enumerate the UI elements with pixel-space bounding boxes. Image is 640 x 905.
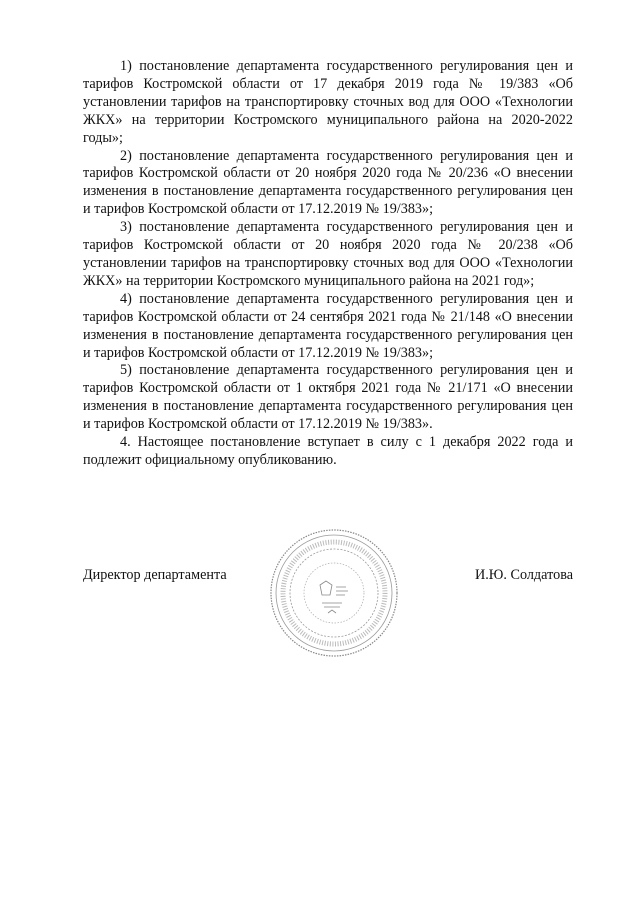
list-item: 3) постановление департамента государственного регулирования цен и тарифов Костромской области от 20 ноября 2020 года № 20/238 «Об установлении тарифов на транспортировку сточных вод для ООО «Технологии ЖКХ» на территории Костромского муниципального района на 2021 год»; — [83, 219, 573, 289]
closing-paragraph: 4. Настоящее постановление вступает в силу с 1 декабря 2022 года и подлежит официальному опубликованию. — [83, 434, 573, 468]
official-seal-icon — [268, 527, 400, 659]
signatory-position: Директор департамента — [83, 567, 227, 583]
list-item: 1) постановление департамента государственного регулирования цен и тарифов Костромской области от 17 декабря 2019 года № 19/383 «Об установлении тарифов на транспортировку сточных вод для ООО «Технологии ЖКХ» на территории Костромского муниципального района на 2020-2022 годы»; — [83, 58, 573, 146]
list-item: 4) постановление департамента государственного регулирования цен и тарифов Костромской области от 24 сентября 2021 года № 21/148 «О внесении изменения в постановление департамента государственного регулирования цен и тарифов Костромской области от 17.12.2019 № 19/383»; — [83, 290, 573, 361]
document-body — [83, 58, 573, 470]
list-item: 2) постановление департамента государственного регулирования цен и тарифов Костромской области от 20 ноября 2020 года № 20/236 «О внесении изменения в постановление департамента государственного регулирования цен и тарифов Костромской области от 17.12.2019 № 19/383»; — [83, 147, 573, 218]
list-item: 5) постановление департамента государственного регулирования цен и тарифов Костромской области от 1 октября 2021 года № 21/171 «О внесении изменения в постановление департамента государственного регулирования цен и тарифов Костромской области от 17.12.2019 № 19/383». — [83, 362, 573, 433]
signatory-name: И.Ю. Солдатова — [475, 567, 573, 583]
